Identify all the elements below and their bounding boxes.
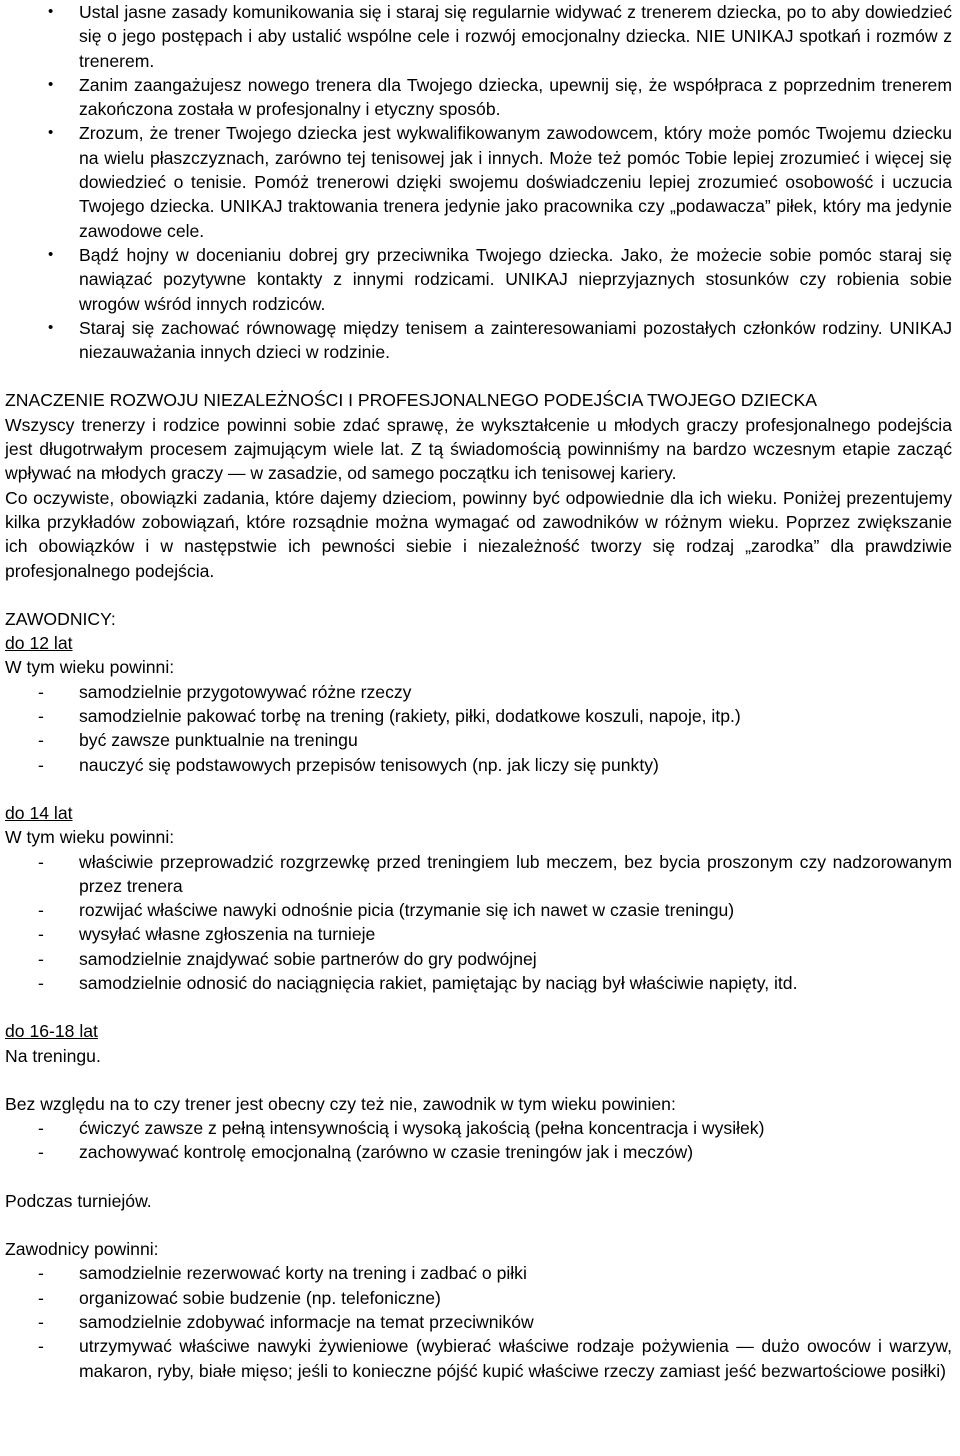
list-item: - samodzielnie rezerwować korty na trening i zadbać o piłki (5, 1261, 952, 1285)
section-heading: ZNACZENIE ROZWOJU NIEZALEŻNOŚCI I PROFESJONALNEGO PODEJŚCIA TWOJEGO DZIECKA (5, 390, 818, 411)
list-item: - być zawsze punktualnie na treningu (5, 728, 952, 752)
age-group-intro: W tym wieku powinni: (5, 827, 175, 848)
age-group-intro: Bez względu na to czy trener jest obecny czy też nie, zawodnik w tym wieku powinien: (5, 1093, 676, 1114)
list-item: • Bądź hojny w docenianiu dobrej gry przeciwnika Twojego dziecka. Jako, że możecie sobie pomóc staraj się nawiązać pozytywne kontakty z innymi rodzicami. UNIKAJ nieprzyjaznych stosunków czy robienia sobie wrogów wśród innych rodziców. (5, 243, 952, 316)
list-item: - wysyłać własne zgłoszenia na turnieje (5, 922, 952, 946)
age-14-list (5, 850, 952, 996)
list-item: - samodzielnie odnosić do naciągnięcia rakiet, pamiętając by naciąg był właściwie napięty, itd. (5, 971, 952, 995)
list-item: - zachowywać kontrolę emocjonalną (zarówno w czasie treningów jak i meczów) (5, 1140, 952, 1164)
list-item: • Staraj się zachować równowagę między tenisem a zainteresowaniami pozostałych członków rodziny. UNIKAJ niezauważania innych dzieci w rodzinie. (5, 316, 952, 365)
list-item: • Zanim zaangażujesz nowego trenera dla Twojego dziecka, upewnij się, że współpraca z poprzednim trenerem zakończona została w profesjonalny i etyczny sposób. (5, 73, 952, 122)
list-item: - samodzielnie zdobywać informacje na temat przeciwników (5, 1310, 952, 1334)
parent-tips-list (5, 0, 952, 364)
list-item: - utrzymywać właściwe nawyki żywieniowe (wybierać właściwe rodzaje pożywienia — dużo owoców i warzyw, makaron, ryby, białe mięso; jeśli to konieczne pójść kupić właściwe rzeczy zamiast jeść bezwartościowe posiłki) (5, 1334, 952, 1383)
tournament-label: Podczas turniejów. (5, 1190, 152, 1211)
age-group-title: do 12 lat (5, 633, 73, 654)
age-16-tournament-list (5, 1261, 952, 1382)
age-16-training-list (5, 1116, 952, 1165)
list-item: - nauczyć się podstawowych przepisów tenisowych (np. jak liczy się punkty) (5, 753, 952, 777)
list-item: - samodzielnie pakować torbę na trening (rakiety, piłki, dodatkowe koszuli, napoje, itp.) (5, 704, 952, 728)
list-item: • Ustal jasne zasady komunikowania się i staraj się regularnie widywać z trenerem dziecka, po to aby dowiedzieć się o jego postępach i aby ustalić wspólne cele i rozwój emocjonalny dziecka. NIE UNIKAJ spotkań i rozmów z trenerem. (5, 0, 952, 73)
players-heading: ZAWODNICY: (5, 608, 116, 629)
paragraph: Co oczywiste, obowiązki zadania, które dajemy dzieciom, powinny być odpowiednie dla ich wieku. Poniżej prezentujemy kilka przykładów zobowiązań, które rozsądnie można wymagać od zawodników w różnym wieku. Poprzez zwiększanie ich obowiązków i w następstwie ich pewności siebie i niezależność tworzy się rodzaj „zarodka” dla prawdziwie profesjonalnego podejścia. (5, 487, 952, 581)
list-item: - samodzielnie przygotowywać różne rzeczy (5, 680, 952, 704)
list-item: - właściwie przeprowadzić rozgrzewkę przed treningiem lub meczem, bez bycia proszonym czy nadzorowanym przez trenera (5, 850, 952, 899)
list-item: - rozwijać właściwe nawyki odnośnie picia (trzymanie się ich nawet w czasie treningu) (5, 898, 952, 922)
list-item: • Zrozum, że trener Twojego dziecka jest wykwalifikowanym zawodowcem, który może pomóc Twojemu dziecku na wielu płaszczyznach, zarówno tej tenisowej jak i innych. Może też pomóc Tobie lepiej zrozumieć i więcej się dowiedzieć o tenisie. Pomóż trenerowi dzięki swojemu doświadczeniu lepiej zrozumieć osobowość i uczucia Twojego dziecka. UNIKAJ traktowania trenera jedynie jako pracownika czy „podawacza” piłek, który ma jedynie zawodowe cele. (5, 121, 952, 242)
age-group-title: do 16-18 lat (5, 1021, 98, 1042)
paragraph: Wszyscy trenerzy i rodzice powinni sobie zdać sprawę, że wykształcenie u młodych graczy profesjonalnego podejścia jest długotrwałym procesem zajmującym wiele lat. Z tą świadomością powinniśmy na bardzo wczesnym etapie zacząć wpływać na młodych graczy — w zasadzie, od samego początku ich tenisowej kariery. (5, 414, 952, 484)
age-group-title: do 14 lat (5, 802, 73, 823)
age-group-intro: W tym wieku powinni: (5, 657, 175, 678)
age-12-list (5, 680, 952, 777)
list-item: - ćwiczyć zawsze z pełną intensywnością i wysoką jakością (pełna koncentracja i wysiłek) (5, 1116, 952, 1140)
training-label: Na treningu. (5, 1045, 101, 1066)
list-item: - samodzielnie znajdywać sobie partnerów do gry podwójnej (5, 947, 952, 971)
tournament-intro: Zawodnicy powinni: (5, 1239, 159, 1260)
list-item: - organizować sobie budzenie (np. telefoniczne) (5, 1286, 952, 1310)
